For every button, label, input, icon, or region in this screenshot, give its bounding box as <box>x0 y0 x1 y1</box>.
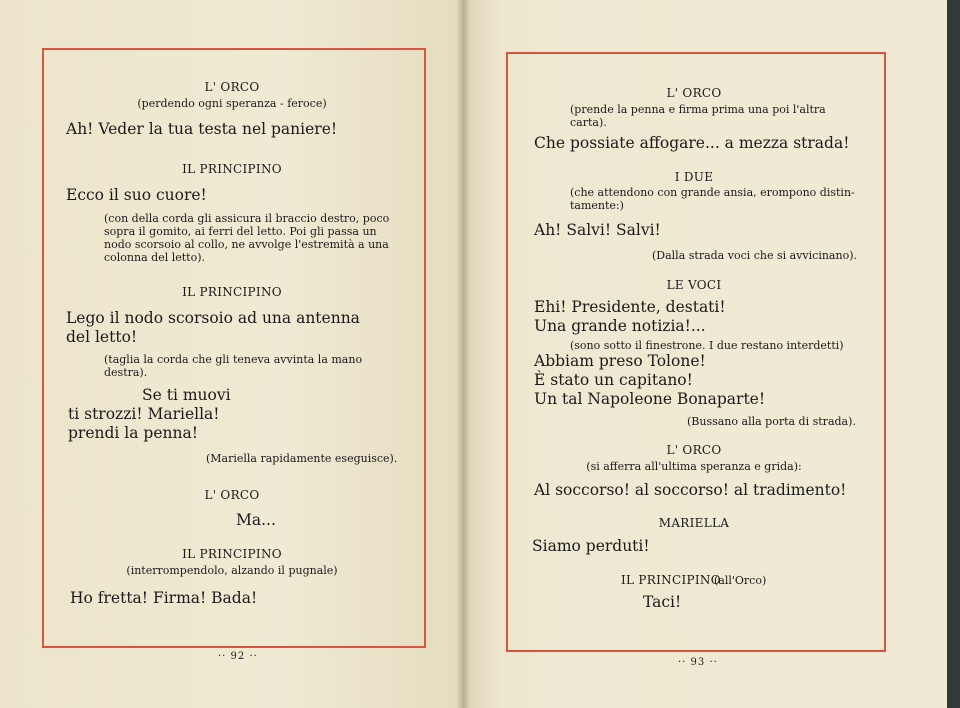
speaker-orco: L' ORCO <box>666 443 722 457</box>
stage-direction: (Dalla strada voci che si avvicinano). <box>652 249 857 262</box>
stage-direction: (Bussano alla porta di strada). <box>687 415 856 428</box>
dialogue-line: Ehi! Presidente, destati! <box>534 298 726 316</box>
stage-direction: nodo scorsoio al collo, ne avvolge l'estremità a una <box>104 238 389 251</box>
speaker-orco: L' ORCO <box>204 80 260 94</box>
dialogue-line: Se ti muovi <box>142 386 231 404</box>
book-gutter <box>456 0 470 708</box>
dialogue-line: Abbiam preso Tolone! <box>534 352 706 370</box>
stage-direction: (perdendo ogni speranza - feroce) <box>137 97 327 110</box>
stage-direction: (prende la penna e firma prima una poi l'altra <box>570 103 826 116</box>
book-edge <box>947 0 960 708</box>
stage-direction: (interrompendolo, alzando il pugnale) <box>126 564 338 577</box>
stage-direction: tamente:) <box>570 199 624 212</box>
speaker-i-due: I DUE <box>674 170 714 184</box>
stage-direction: (sono sotto il finestrone. I due restano interdetti) <box>570 339 844 352</box>
dialogue-line: Siamo perduti! <box>532 537 650 555</box>
speaker-principino: IL PRINCIPINO <box>621 573 721 587</box>
dialogue-line: del letto! <box>66 328 138 346</box>
stage-direction: (taglia la corda che gli teneva avvinta la mano <box>104 353 363 366</box>
stage-direction: (si afferra all'ultima speranza e grida): <box>586 460 802 473</box>
dialogue-line: Una grande notizia!... <box>534 317 706 335</box>
dialogue-line: ti strozzi! Mariella! <box>68 405 220 423</box>
dialogue-line: Taci! <box>643 593 682 611</box>
dialogue-line: Al soccorso! al soccorso! al tradimento! <box>534 481 847 499</box>
page-number: ·· 93 ·· <box>678 657 718 668</box>
stage-direction: destra). <box>104 366 148 379</box>
speaker-orco: L' ORCO <box>666 86 722 100</box>
dialogue-line: Ah! Salvi! Salvi! <box>534 221 661 239</box>
dialogue-line: Lego il nodo scorsoio ad una antenna <box>66 309 360 327</box>
dialogue-line: Ma... <box>236 511 276 529</box>
stage-direction: (con della corda gli assicura il braccio destro, poco <box>104 212 390 225</box>
speaker-le-voci: LE VOCI <box>666 278 722 292</box>
stage-direction: sopra il gomito, ai ferri del letto. Poi gli passa un <box>104 225 377 238</box>
dialogue-line: È stato un capitano! <box>534 371 693 389</box>
stage-direction: (Mariella rapidamente eseguisce). <box>206 452 398 465</box>
dialogue-line: Un tal Napoleone Bonaparte! <box>534 390 766 408</box>
dialogue-line: Ecco il suo cuore! <box>66 186 207 204</box>
stage-direction: (che attendono con grande ansia, erompono distin- <box>570 186 855 199</box>
speaker-orco: L' ORCO <box>204 488 260 502</box>
dialogue-line: Ah! Veder la tua testa nel paniere! <box>66 120 338 138</box>
speaker-principino: IL PRINCIPINO <box>182 285 282 299</box>
speaker-mariella: MARIELLA <box>658 516 730 530</box>
stage-direction: carta). <box>570 116 607 129</box>
dialogue-line: prendi la penna! <box>68 424 198 442</box>
speaker-principino: IL PRINCIPINO <box>182 162 282 176</box>
dialogue-line: Ho fretta! Firma! Bada! <box>70 589 258 607</box>
dialogue-line: Che possiate affogare... a mezza strada! <box>534 134 850 152</box>
page-number: ·· 92 ·· <box>218 651 258 662</box>
stage-direction: (all'Orco) <box>714 574 767 587</box>
speaker-principino: IL PRINCIPINO <box>182 547 282 561</box>
stage-direction: colonna del letto). <box>104 251 205 264</box>
